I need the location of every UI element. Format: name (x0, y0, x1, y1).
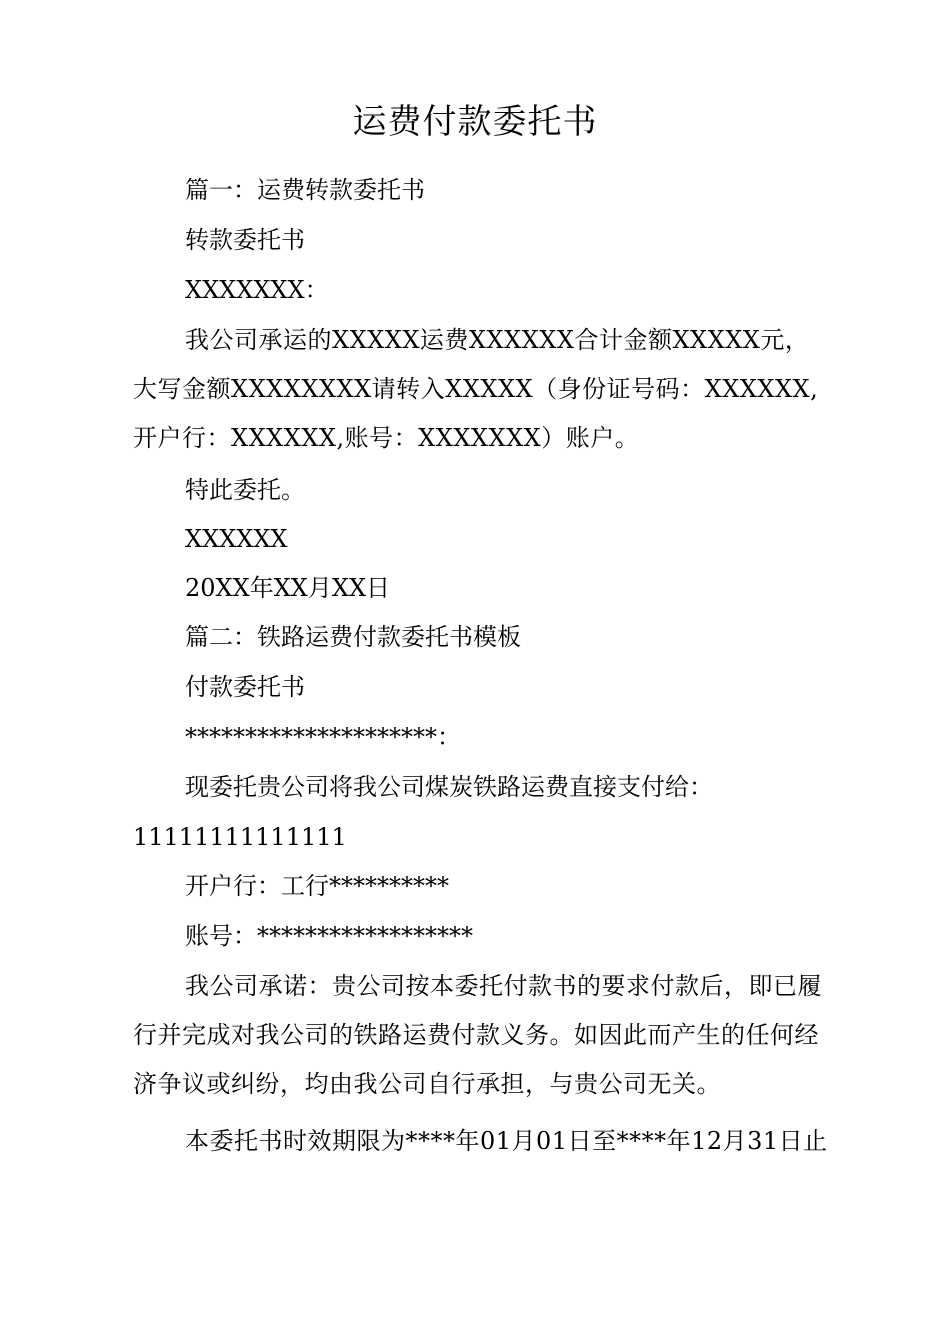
part1-signer: XXXXXX (185, 525, 288, 553)
part2-commitment: 我公司承诺：贵公司按本委托付款书的要求付款后，即已履行并完成对我公司的铁路运费付款义务。如因此而产生的任何经济争议或纠纷，均由我公司自行承担，与贵公司无关。 (133, 972, 822, 1098)
document-title: 运费付款委托书 (352, 102, 598, 142)
part2-subtitle: 付款委托书 (185, 673, 305, 701)
part2-payee: 11111111111111 (133, 823, 347, 851)
part1-addressee: XXXXXXX： (185, 276, 329, 304)
part2-bank: 开户行：工行********** (185, 872, 449, 900)
part1-subtitle: 转款委托书 (185, 226, 305, 254)
part1-body: 我公司承运的XXXXX运费XXXXXX合计金额XXXXX元，大写金额XXXXXXXX请转入XXXXX（身份证号码：XXXXXX,开户行：XXXXXX,账号：XXXXXXX）账户。 (133, 326, 819, 452)
part2-instruction: 现委托贵公司将我公司煤炭铁路运费直接支付给： (185, 773, 713, 801)
part1-date: 20XX年XX月XX日 (185, 574, 391, 602)
part2-validity: 本委托书时效期限为****年01月01日至****年12月31日止 (185, 1127, 828, 1155)
part2-account: 账号：****************** (185, 922, 473, 950)
part1-heading: 篇一：运费转款委托书 (185, 176, 425, 204)
part2-heading: 篇二：铁路运费付款委托书模板 (185, 623, 521, 651)
part1-closing: 特此委托。 (185, 476, 305, 504)
part2-addressee: *********************： (185, 723, 461, 751)
